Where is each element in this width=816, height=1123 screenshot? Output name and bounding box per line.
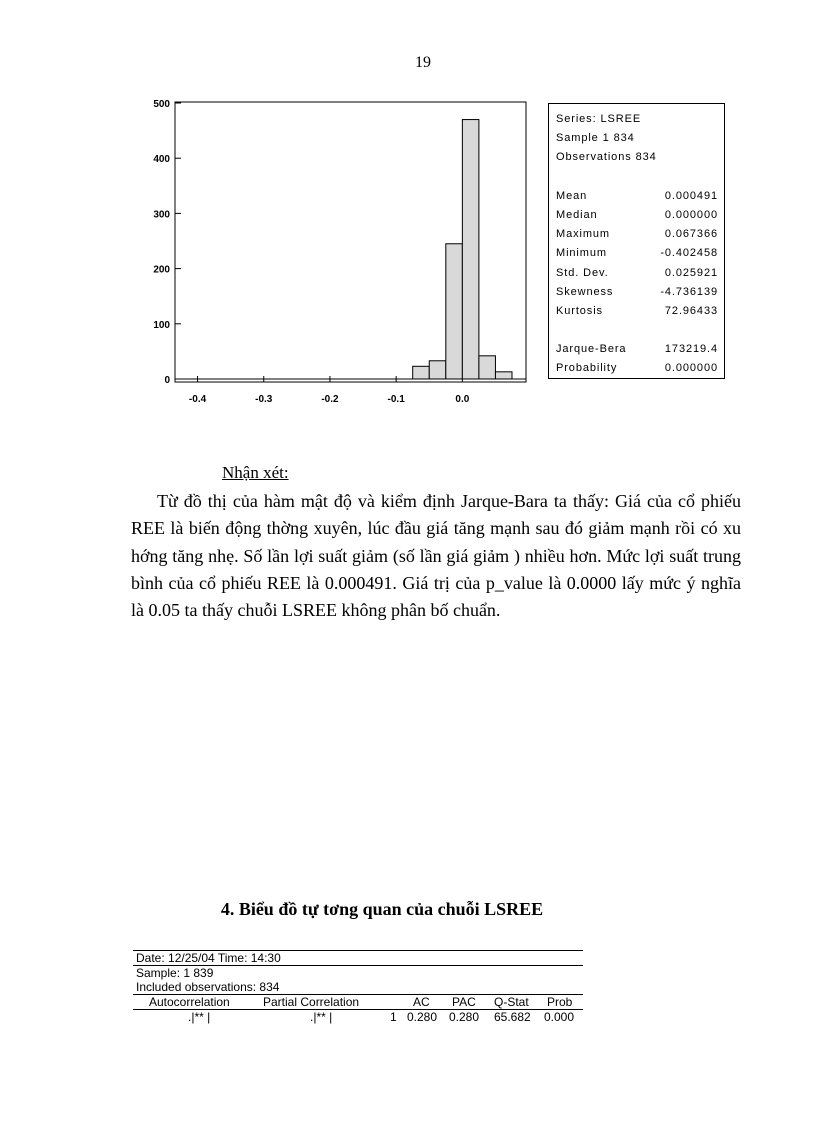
eviews-row-lag-1 xyxy=(133,1010,583,1026)
section-title: 4. Biểu đồ tự tơng quan của chuỗi LSREE xyxy=(220,899,544,919)
y-tick-label: 100 xyxy=(153,319,170,331)
pac-value: 0.280 xyxy=(449,1010,480,1024)
eviews-included-line: Included observations: 834 xyxy=(136,980,280,994)
eviews-column-headers xyxy=(133,995,583,1009)
ac-value: 0.280 xyxy=(407,1010,438,1024)
eviews-sample-line: Sample: 1 839 xyxy=(136,966,214,980)
eviews-correlogram-output xyxy=(133,950,583,1026)
stat-row-probability: Probability 0.000000 xyxy=(556,362,718,375)
col-prob: Prob xyxy=(547,995,573,1009)
x-tick-label: -0.3 xyxy=(255,394,273,405)
q-stat-value: 65.682 xyxy=(494,1010,531,1024)
stat-row-kurtosis: Kurtosis 72.96433 xyxy=(556,304,718,317)
page-number: 19 xyxy=(415,54,431,71)
stats-sample: Sample 1 834 xyxy=(556,132,635,145)
stat-row-maximum: Maximum 0.067366 xyxy=(556,228,718,241)
stats-observations: Observations 834 xyxy=(556,151,657,164)
y-tick-label: 200 xyxy=(153,264,170,276)
histogram-bar xyxy=(429,361,446,379)
stat-row-jarque-bera: Jarque-Bera 173219.4 xyxy=(556,343,718,356)
histogram-bar xyxy=(413,366,430,379)
stat-row-mean: Mean 0.000491 xyxy=(556,189,718,202)
y-tick-label: 0 xyxy=(164,375,170,386)
ac-graph: .|** | xyxy=(188,1010,211,1024)
histogram-bar xyxy=(479,356,496,379)
x-tick-label: -0.2 xyxy=(321,394,339,405)
commentary-paragraph: Từ đồ thị của hàm mật độ và kiểm định Jarque-Bara ta thấy: Giá của cổ phiếu REE là biến động thờng xuyên, lúc đầu giá tăng mạnh sau đó giảm mạnh rồi có xu hớng tăng nhẹ. Số lần lợi suất giảm (số lần giá giảm ) nhiều hơn. Mức lợi suất trung bình của cổ phiếu REE là 0.000491. Giá trị của p_value là 0.0000 lấy mức ý nghĩa là 0.05 ta thấy chuỗi LSREE không phân bố chuẩn. xyxy=(131,491,741,621)
col-q-stat: Q-Stat xyxy=(494,995,529,1009)
histogram-bar xyxy=(495,372,512,379)
stat-row-skewness: Skewness -4.736139 xyxy=(556,285,718,298)
stat-row-minimum: Minimum -0.402458 xyxy=(556,247,718,260)
eviews-date-line: Date: 12/25/04 Time: 14:30 xyxy=(136,951,281,965)
descriptive-stats-box xyxy=(548,103,725,379)
col-partial-correlation: Partial Correlation xyxy=(263,995,360,1009)
x-tick-label: -0.1 xyxy=(387,394,405,405)
y-tick-label: 500 xyxy=(153,99,170,110)
lag-number: 1 xyxy=(390,1010,397,1024)
prob-value: 0.000 xyxy=(544,1010,575,1024)
col-ac: AC xyxy=(413,995,430,1009)
histogram-bar xyxy=(446,244,463,379)
histogram-bar xyxy=(462,120,479,379)
y-tick-label: 400 xyxy=(153,154,170,166)
y-tick-label: 300 xyxy=(153,209,170,221)
stat-row-std-dev: Std. Dev. 0.025921 xyxy=(556,266,718,279)
x-tick-label: 0.0 xyxy=(455,394,470,405)
col-pac: PAC xyxy=(452,995,476,1009)
stats-series: Series: LSREE xyxy=(556,113,642,125)
x-tick-label: -0.4 xyxy=(188,394,207,405)
stat-row-median: Median 0.000000 xyxy=(556,208,718,221)
commentary-heading: Nhận xét: xyxy=(222,463,289,482)
histogram-chart xyxy=(130,88,530,418)
pac-graph: .|** | xyxy=(310,1010,333,1024)
col-autocorrelation: Autocorrelation xyxy=(149,995,230,1009)
